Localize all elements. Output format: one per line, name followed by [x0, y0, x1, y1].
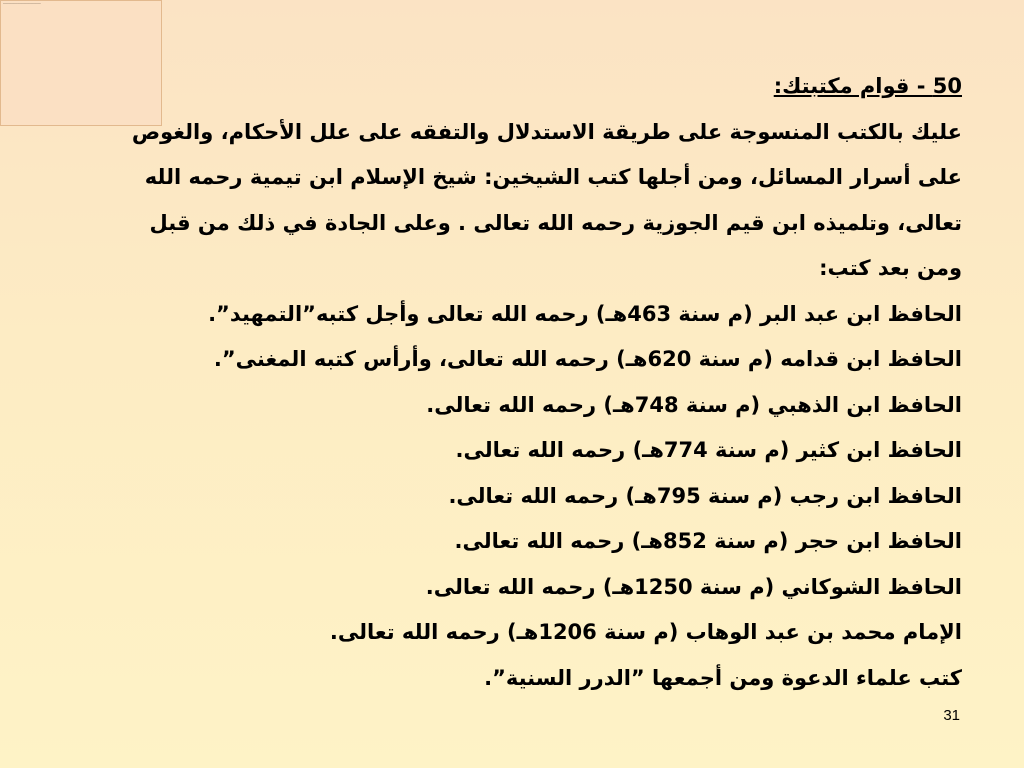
list-item: كتب علماء الدعوة ومن أجمعها ”الدرر السنية”.	[484, 665, 962, 690]
paragraph-line: على أسرار المسائل، ومن أجلها كتب الشيخين: شيخ الإسلام ابن تيمية رحمه الله	[144, 165, 962, 189]
slide-title: 50 - قوام مكتبتك:	[773, 74, 962, 98]
list-item: الإمام محمد بن عبد الوهاب (م سنة 1206هـ) رحمه الله تعالى.	[329, 620, 962, 644]
slide-body	[62, 64, 962, 701]
list-item: الحافظ ابن الذهبي (م سنة 748هـ) رحمه الله تعالى.	[426, 392, 962, 417]
paragraph-line: عليك بالكتب المنسوجة على طريقة الاستدلال والتفقه على علل الأحكام، والغوص	[131, 119, 962, 144]
paragraph-line: تعالى، وتلميذه ابن قيم الجوزية رحمه الله تعالى . وعلى الجادة في ذلك من قبل	[149, 210, 962, 235]
list-item: الحافظ ابن عبد البر (م سنة 463هـ) رحمه الله تعالى وأجل كتبه”التمهيد”.	[208, 301, 962, 326]
list-item: الحافظ الشوكاني (م سنة 1250هـ) رحمه الله تعالى.	[425, 574, 962, 599]
page-number: 31	[943, 707, 960, 724]
list-item: الحافظ ابن رجب (م سنة 795هـ) رحمه الله تعالى.	[448, 483, 962, 508]
thumbnail-caption: ـــــــــــــــــــــــــــــــــــــــــــ	[3, 1, 41, 5]
paragraph-line: ومن بعد كتب:	[819, 256, 962, 280]
list-item: الحافظ ابن حجر (م سنة 852هـ) رحمه الله تعالى.	[454, 529, 962, 553]
list-item: الحافظ ابن قدامه (م سنة 620هـ) رحمه الله تعالى، وأرأس كتبه المغنى”.	[213, 347, 962, 371]
list-item: الحافظ ابن كثير (م سنة 774هـ) رحمه الله تعالى.	[455, 438, 962, 462]
